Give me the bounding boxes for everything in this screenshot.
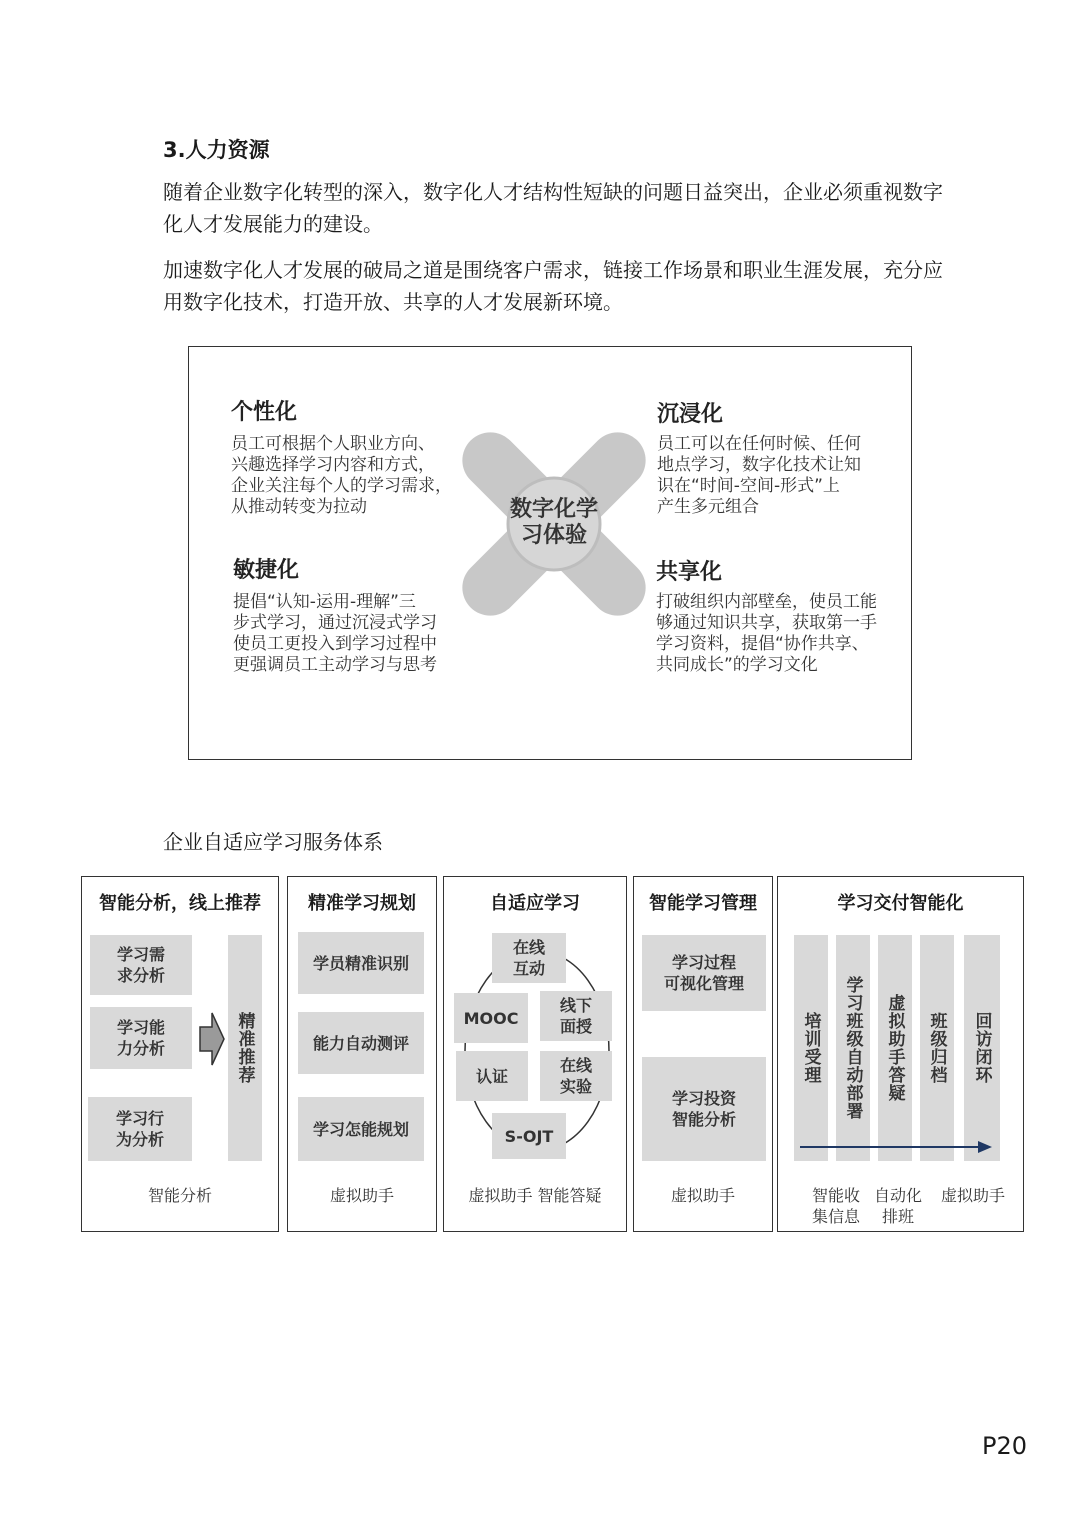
section-heading: 3.人力资源 <box>163 138 270 162</box>
item-learning-needs: 学习需 求分析 <box>90 935 192 995</box>
item-certification: 认证 <box>456 1051 528 1101</box>
quadrant-title-personalized: 个性化 <box>231 400 298 425</box>
item-learning-behavior: 学习行 为分析 <box>88 1097 192 1161</box>
item-auto-assessment: 能力自动测评 <box>298 1012 424 1074</box>
quadrant-title-agile: 敏捷化 <box>233 558 300 583</box>
quadrant-text-personalized: 员工可根据个人职业方向、 兴趣选择学习内容和方式， 企业关注每个人的学习需求， 从推动转变为拉动 <box>231 434 452 517</box>
timeline-arrow-icon <box>798 1139 994 1155</box>
item-class-archive: 班级归档 <box>920 935 954 1161</box>
footer-auto-scheduling: 自动化 排班 <box>873 1186 922 1226</box>
item-investment-analysis: 学习投资 智能分析 <box>642 1057 766 1161</box>
column-smart-analysis <box>81 876 279 1232</box>
quadrant-text-immersive: 员工可以在任何时候、任何 地点学习，数字化技术让知 识在“时间-空间-形式”上 产生多元组合 <box>657 434 861 517</box>
item-online-lab: 在线 实验 <box>540 1051 612 1101</box>
precise-recommendation: 精准推荐 <box>228 935 262 1161</box>
center-label: 数字化学 习体验 <box>509 497 598 548</box>
column-title: 学习交付智能化 <box>837 893 964 914</box>
item-training-acceptance: 培训受理 <box>794 935 828 1161</box>
item-learning-ability: 学习能 力分析 <box>90 1007 192 1069</box>
column-adaptive-learning <box>443 876 627 1232</box>
quadrant-text-shared: 打破组织内部壁垒，使员工能 够通过知识共享，获取第一手 学习资料，提倡“协作共享、 共同成长”的学习文化 <box>656 592 877 675</box>
item-visual-management: 学习过程 可视化管理 <box>642 935 766 1011</box>
column-footer: 虚拟助手 <box>670 1186 735 1205</box>
column-smart-management <box>633 876 773 1232</box>
page-number: P20 <box>982 1432 1028 1460</box>
item-mooc: MOOC <box>454 993 528 1043</box>
item-virtual-qa: 虚拟助手答疑 <box>878 935 912 1161</box>
column-smart-delivery <box>777 876 1024 1232</box>
arrow-right-icon <box>198 1009 226 1069</box>
column-footer: 虚拟助手 智能答疑 <box>468 1186 602 1205</box>
item-learning-plan: 学习怎能规划 <box>298 1097 424 1161</box>
item-class-deployment: 学习班级自动部署 <box>836 935 870 1161</box>
column-title: 自适应学习 <box>490 893 580 914</box>
column-title: 智能学习管理 <box>649 893 757 914</box>
column-footer: 智能分析 <box>147 1186 212 1205</box>
footer-collect-info: 智能收 集信息 <box>811 1186 860 1226</box>
item-s-ojt: S-OJT <box>492 1113 566 1159</box>
learning-experience-figure <box>188 346 912 760</box>
quadrant-title-shared: 共享化 <box>656 560 723 585</box>
item-learner-identification: 学员精准识别 <box>298 932 424 994</box>
column-footer: 虚拟助手 <box>329 1186 394 1205</box>
system-title: 企业自适应学习服务体系 <box>163 830 383 854</box>
quadrant-text-agile: 提倡“认知-运用-理解”三 步式学习，通过沉浸式学习 使员工更投入到学习过程中 更强调员工主动学习与思考 <box>233 592 437 675</box>
item-follow-up: 回访闭环 <box>964 935 1000 1161</box>
footer-virtual-assistant: 虚拟助手 <box>940 1186 1005 1205</box>
paragraph-1: 随着企业数字化转型的深入，数字化人才结构性短缺的问题日益突出，企业必须重视数字化人才发展能力的建设。 <box>163 180 943 236</box>
column-title: 智能分析，线上推荐 <box>99 893 261 914</box>
item-offline-teaching: 线下 面授 <box>540 991 612 1041</box>
quadrant-title-immersive: 沉浸化 <box>657 402 724 427</box>
column-title: 精准学习规划 <box>308 893 416 914</box>
column-precise-planning <box>287 876 437 1232</box>
paragraph-2: 加速数字化人才发展的破局之道是围绕客户需求，链接工作场景和职业生涯发展，充分应用数字化技术，打造开放、共享的人才发展新环境。 <box>163 258 943 314</box>
item-online-interaction: 在线 互动 <box>492 933 566 983</box>
